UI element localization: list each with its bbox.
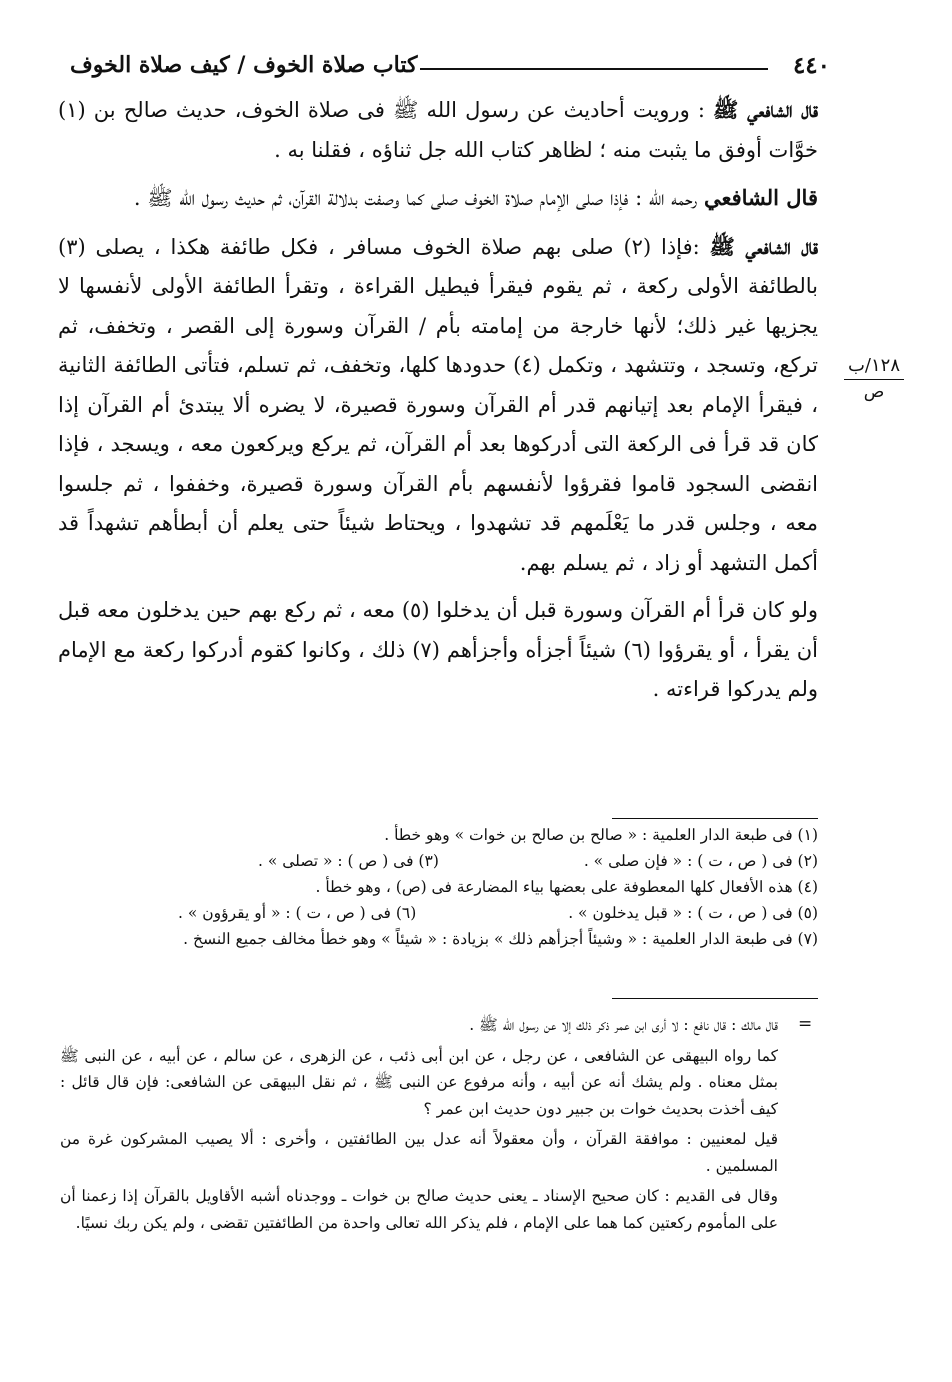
footnote-3: (٣) فى ( ص ) : « تصلى » .	[258, 852, 439, 870]
footnote-7: (٧) فى طبعة الدار العلمية : « وشيئاً أجزأهم ذلك » بزيادة : « شيئاً » وهو خطأ مخالف جميع النسخ .	[183, 930, 818, 948]
footnote-4: (٤) هذه الأفعال كلها المعطوفة على بعضها بياء المضارعة فى (ص) ، وهو خطأ .	[315, 878, 818, 896]
paragraph-3	[58, 227, 818, 584]
running-title: كتاب صلاة الخوف / كيف صلاة الخوف	[70, 52, 418, 78]
editor-commentary	[60, 1012, 778, 1240]
paragraph-lead: قال الشافعي ﷺ	[709, 233, 819, 259]
continuation-marker: =	[798, 1014, 813, 1034]
footnote-separator	[612, 818, 818, 819]
commentary-paragraph-1: قال مالك : قال نافع : لا أرى ابن عمر ذكر ذلك إلا عن رسول الله ﷺ .	[469, 1016, 778, 1034]
paragraph-body: :فإذا (٢) صلى بهم صلاة الخوف مسافر ، فكل طائفة هكذا ، يصلى (٣) بالطائفة الأولى ركعة ، ثم يقوم فيقرأ فيطيل القراءة ، وتقرأ الطائفة الأولى لأنفسها لا يجزيها غير ذلك؛ لأنها خارجة من إمامته بأم / القرآن وسورة إلى القصر ، وتخفف، ثم تركع، وتسجد ، وتتشهد ، وتكمل (٤) حدودها كلها، وتخفف، ثم تسلم، فتأتى الطائفة الثانية ، فيقرأ الإمام بعد إتيانهم قدر أم القرآن وسورة قصيرة، لا يضره ألا يبتدئ أم القرآن إذا كان قد قرأ فى الركعة التى أدركوها بعد أم القرآن، ثم يركع ويركعون معه ، ويسجد ، فإذا انقضى السجود قاموا فقرؤوا لأنفسهم بأم القرآن وسورة قصيرة، وخففوا ، ثم جلسوا معه ، وجلس قدر ما يَعْلَمهم قد تشهدوا ، ويحتاط شيئاً حتى يعلم أن أبطأهم تشهداً قد أكمل التشهد أو زاد ، ثم يسلم بهم.	[58, 234, 818, 575]
manuscript-siglum: ص	[863, 382, 885, 402]
paragraph-body: ولو كان قرأ أم القرآن وسورة قبل أن يدخلوا (٥) معه ، ثم ركع بهم حين يدخلون معه قبل أن يقرأ ، أو يقرؤوا (٦) شيئاً أجزأه وأجزأهم (٧) ذلك ، وكانوا كقوم أدركوا ركعة مع الإمام ولم يدركوا قراءته .	[58, 598, 818, 701]
footnote-1: (١) فى طبعة الدار العلمية : « صالح بن صالح بن خوات » وهو خطأ .	[384, 826, 818, 844]
page-header	[70, 52, 830, 92]
commentary-paragraph-3: قيل لمعنيين : موافقة القرآن ، وأن معقولاً أنه عدل بين الطائفتين ، وأخرى : ألا يصيب المشركون غرة من المسلمين .	[60, 1130, 778, 1175]
commentary-separator	[612, 998, 818, 999]
paragraph-body: : ورويت أحاديث عن رسول الله ﷺ فى صلاة الخوف، حديث صالح بن (١) خوَّات أوفق ما يثبت منه ؛ لظاهر كتاب الله جل ثناؤه ، فقلنا به .	[58, 98, 818, 162]
page-number: ٤٤٠	[792, 52, 830, 79]
paragraph-lead: قال الشافعي	[703, 185, 818, 210]
paragraph-4	[58, 591, 818, 710]
commentary-paragraph-2: كما رواه البيهقى عن الشافعى ، عن رجل ، عن ابن أبى ذئب ، عن الزهرى ، عن سالم ، عن أبيه ، عن النبى ﷺ بمثل معناه . ولم يشك أنه عن أبيه ، وأنه مرفوع عن النبى ﷺ ، ثم نقل البيهقى عن الشافعى: فإن قال قائل : كيف أخذت بحديث خوات بن جبير دون حديث ابن عمر ؟	[60, 1046, 778, 1118]
footnote-row-5-6	[178, 900, 818, 926]
footnote-row-2-3	[258, 848, 818, 874]
margin-folio-note	[838, 355, 910, 402]
paragraph-body: رحمه الله : فإذا صلى الإمام صلاة الخوف صلى كما وصفت بدلالة القرآن، ثم حديث رسول الله ﷺ .	[133, 186, 704, 210]
footnote-6: (٦) فى ( ص ، ت ) : « أو يقرؤون » .	[178, 904, 417, 922]
folio-reference: ١٢٨/ب	[847, 355, 901, 376]
main-text	[58, 90, 818, 718]
paragraph-1	[58, 90, 818, 170]
footnote-5: (٥) فى ( ص ، ت ) : « قبل يدخلون » .	[568, 904, 818, 922]
commentary-paragraph-4: وقال فى القديم : كان صحيح الإسناد ـ يعنى حديث صالح بن خوات ـ ووجدناه أشبه الأقاويل بالقرآن إذا زعمنا أن على المأموم ركعتين كما هما على الإمام ، فلم يذكر الله تعالى واحدة من الطائفتين تقضى ، ولم يكن ربك نسيًا.	[60, 1187, 778, 1232]
footnotes	[90, 822, 818, 952]
paragraph-lead: قال الشافعي ﷺ	[713, 97, 818, 122]
header-rule	[420, 68, 768, 70]
footnote-2: (٢) فى ( ص ، ت ) : « فإن صلى » .	[583, 852, 818, 870]
folio-rule	[844, 379, 904, 380]
paragraph-2	[58, 178, 818, 219]
